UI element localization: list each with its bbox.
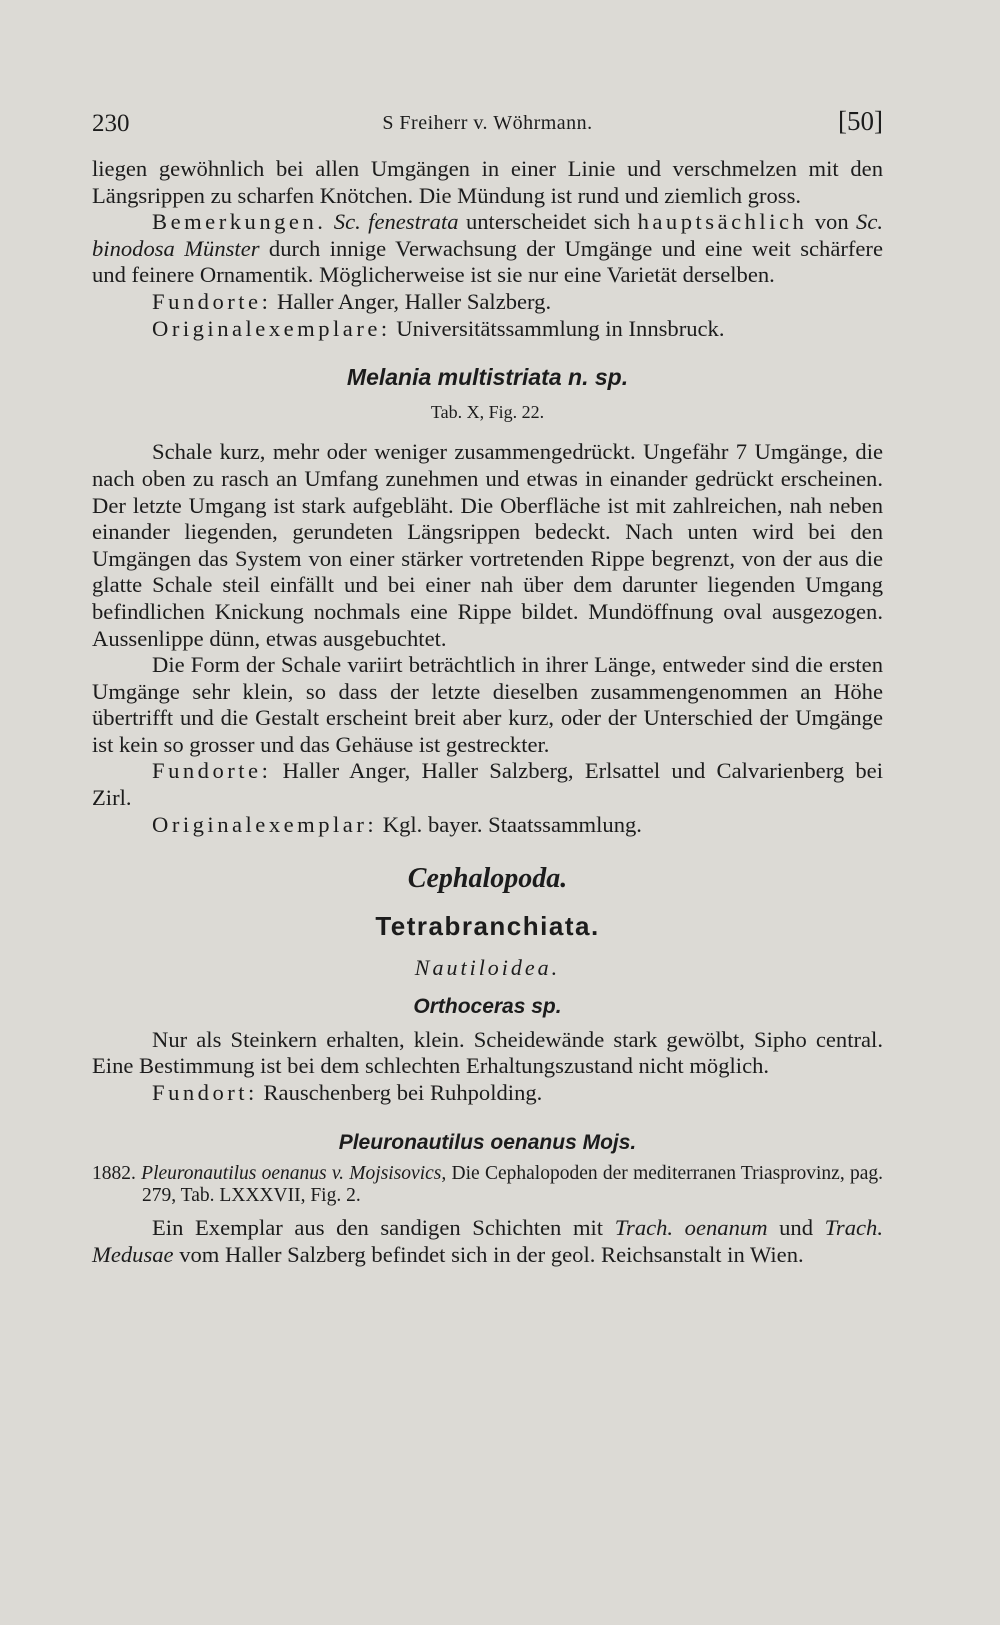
fundorte-text-1: Haller Anger, Haller Salzberg. [271,288,552,314]
original-paragraph-1 [92,316,883,343]
ref-rest: Die Cephalopoden der mediterranen Triasprovinz, pag. 279, Tab. LXXXVII, Fig. 2. [142,1163,884,1206]
bemerkungen-label: Bemerkungen. [152,209,327,235]
fundorte-label-2: Fundorte: [152,758,272,784]
pleuro-species-1: Trach. oenanum [614,1215,768,1240]
pleuro-species-2: Trach. Medusae [92,1215,883,1267]
running-head: S Freiherr v. Wöhrmann. [382,112,593,134]
original-label-2: Originalexemplar: [152,811,378,837]
bemerkungen-paragraph [92,209,883,289]
original-text-2: Kgl. bayer. Staatssammlung. [377,811,642,837]
page-number: 230 [92,110,130,137]
pleuronautilus-title: Pleuronautilus oenanus Mojs. [338,1131,637,1155]
ref-species: Pleuronautilus oenanus v. Mojsisovics, [141,1163,447,1184]
continuation-paragraph: liegen gewöhnlich bei allen Umgängen in einer Linie und verschmelzen mit den Längsrippen zu scharfen Knötchen. Die Mündung ist rund und ziemlich gross. [92,156,883,208]
page-header [92,104,883,144]
pleuro-text-2: und [767,1215,825,1240]
melania-title: Melania multistriata n. sp. [346,364,629,391]
fundort-label: Fundort: [152,1079,258,1105]
pleuronautilus-description [92,1215,883,1268]
bem-text-4: durch innige Verwachsung der Umgänge und eine weit schärfere und feinere Ornamentik. Möglicherweise ist sie nur eine Varietät derselben. [92,235,883,288]
bem-species-2: Sc. binodosa Münster [92,209,883,261]
bracket-page-number: [50] [838,106,883,136]
literature-reference [92,1163,883,1207]
orthoceras-title: Orthoceras sp. [413,995,562,1019]
bem-text-3: von [807,209,857,235]
original-paragraph-2 [92,812,883,839]
melania-description: Schale kurz, mehr oder weniger zusammengedrückt. Ungefähr 7 Umgänge, die nach oben zu rasch an Umfang zunehmen und etwas in einander gedrückt erscheinen. Der letzte Umgang ist stark aufgebläht. Die Oberfläche ist mit zahlreichen, nah neben einander liegenden, gerundeten Längsrippen bedeckt. Nach unten wird bei den Umgängen das System von einer stärker vortretenden Rippe begrenzt, von der aus die glatte Schale steil einfällt und bei einer nah über dem darunter liegenden Umgang befindlichen Knickung nochmals eine Rippe bildet. Mundöffnung oval ausgezogen. Aussenlippe dünn, etwas ausgebuchtet. [92,439,883,651]
ref-year: 1882. [92,1163,136,1184]
fundorte-label-1: Fundorte: [152,288,272,314]
melania-tab-reference: Tab. X, Fig. 22. [430,401,545,422]
original-label-1: Originalexemplare: [152,315,391,341]
original-text-1: Universitätssammlung in Innsbruck. [390,315,725,341]
fundorte-text-2: Haller Anger, Haller Salzberg, Erlsattel und Calvarienberg bei Zirl. [92,758,883,811]
bem-hauptsaechlich: hauptsächlich [637,209,808,235]
melania-variation: Die Form der Schale variirt beträchtlich in ihrer Länge, entweder sind die ersten Umgänge sehr klein, so dass der letzte dieselben zusammengenommen an Höhe übertrifft und die Gestalt erscheint breit aber kurz, oder der Unterschied der Umgänge ist kein so grosser und das Gehäuse ist gestreckter. [92,652,883,757]
cephalopoda-heading: Cephalopoda. [407,863,568,895]
text-body [92,156,883,1268]
bem-text-2: unterscheidet sich [458,209,638,235]
nautiloidea-heading: Nautiloidea. [414,955,561,981]
bem-text-1: Sc. [326,209,369,235]
pleuro-text-3: vom Haller Salzberg befindet sich in der geol. Reichsanstalt in Wien. [173,1241,804,1267]
fundorte-paragraph-2 [92,758,883,811]
fundort-text: Rauschenberg bei Ruhpolding. [257,1079,543,1105]
fundort-paragraph [92,1080,883,1107]
fundorte-paragraph-1 [92,289,883,316]
bem-species-1: fenestrata [368,209,459,235]
tetrabranchiata-heading: Tetrabranchiata. [375,910,600,941]
orthoceras-description: Nur als Steinkern erhalten, klein. Scheidewände stark gewölbt, Sipho central. Eine Bestimmung ist bei dem schlechten Erhaltungszustand nicht möglich. [92,1026,883,1079]
pleuro-text-1: Ein Exemplar aus den sandigen Schichten mit [152,1215,615,1240]
